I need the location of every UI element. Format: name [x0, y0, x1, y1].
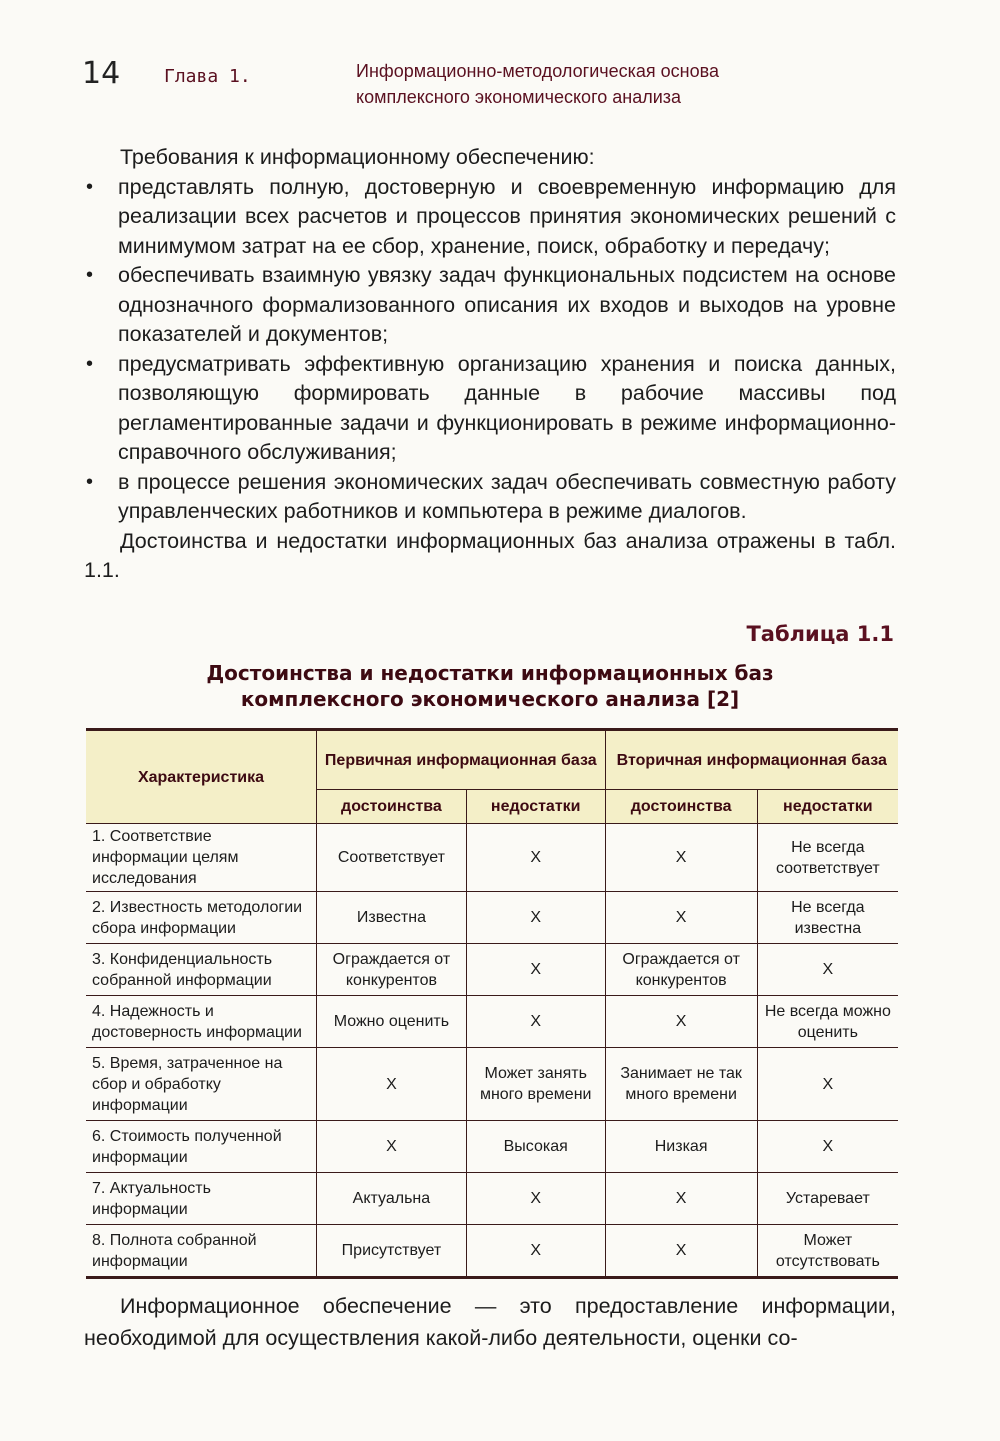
table-title: Достоинства и недостатки информационных баз комплексного экономического анализа [2]: [206, 661, 774, 711]
bullet-icon: •: [86, 175, 94, 198]
body-text: [84, 143, 896, 586]
header-primary: Первичная информационная база: [317, 730, 606, 790]
table-row: 6. Стоимость полученной информации Х Высокая Низкая Х: [86, 1121, 898, 1173]
intro-paragraph: Требования к информационному обеспечению:: [120, 145, 595, 169]
bullet-icon: •: [86, 352, 94, 375]
transition-paragraph: Достоинства и недостатки информационных баз анализа отражены в табл. 1.1.: [84, 528, 896, 582]
subheader-primary-adv: достоинства: [317, 790, 467, 824]
subheader-secondary-adv: достоинства: [605, 790, 757, 824]
bullet-icon: •: [86, 470, 94, 493]
table-row: 2. Известность методологии сбора информации Известна Х Х Не всегда известна: [86, 892, 898, 944]
table-row: 4. Надежность и достоверность информации Можно оценить Х Х Не всегда можно оценить: [86, 996, 898, 1048]
list-item: • обеспечивать взаимную увязку задач функциональных подсистем на основе однозначного формализованного описания их входов и выходов на уровне показателей и документов;: [86, 263, 896, 346]
bullet-icon: •: [86, 264, 94, 286]
header-characteristic: Характеристика: [86, 730, 317, 824]
page-header: [82, 52, 902, 112]
header-secondary: Вторичная информационная база: [605, 730, 898, 790]
subheader-primary-dis: недостатки: [466, 790, 605, 824]
list-item: • представлять полную, достоверную и своевременную информацию для реализации всех расчетов и процессов принятия экономических решений с минимумом затрат на ее сбор, хранение, поиск, обработку и передачу;: [86, 174, 896, 258]
page-number: 14: [82, 56, 121, 91]
chapter-label: Глава 1.: [164, 66, 251, 87]
table-row: 3. Конфиденциальность собранной информации Ограждается от конкурентов Х Ограждается от конкурентов Х: [86, 944, 898, 996]
subheader-secondary-dis: недостатки: [757, 790, 898, 824]
list-item: • в процессе решения экономических задач обеспечивать совместную работу управленческих работников и компьютера в режиме диалогов.: [86, 469, 896, 523]
table-label: Таблица 1.1: [746, 622, 894, 646]
closing-paragraph: Информационное обеспечение — это предоставление информации, необходимой для осуществления какой-либо деятельности, оценки со-: [84, 1294, 896, 1350]
chapter-title-line1: Информационно-методологическая основа: [356, 61, 720, 81]
comparison-table: [86, 728, 898, 1279]
list-item: • предусматривать эффективную организацию хранения и поиска данных, позволяющую формировать данные в рабочие массивы под регламентированные задачи и функционировать в режиме информационно-справочного обслуживания;: [86, 351, 896, 464]
table-row: 7. Актуальность информации Актуальна Х Х Устаревает: [86, 1173, 898, 1225]
requirements-list: [84, 173, 896, 527]
chapter-title-line2: комплексного экономического анализа: [356, 87, 682, 107]
chapter-title: [356, 58, 719, 110]
table-row: 8. Полнота собранной информации Присутствует Х Х Может отсутствовать: [86, 1225, 898, 1278]
table-row: 5. Время, затраченное на сбор и обработку информации Х Может занять много времени Занимает не так много времени Х: [86, 1048, 898, 1121]
closing-text: [84, 1290, 896, 1354]
table-row: 1. Соответствие информации целям исследования Соответствует Х Х Не всегда соответствует: [86, 824, 898, 892]
